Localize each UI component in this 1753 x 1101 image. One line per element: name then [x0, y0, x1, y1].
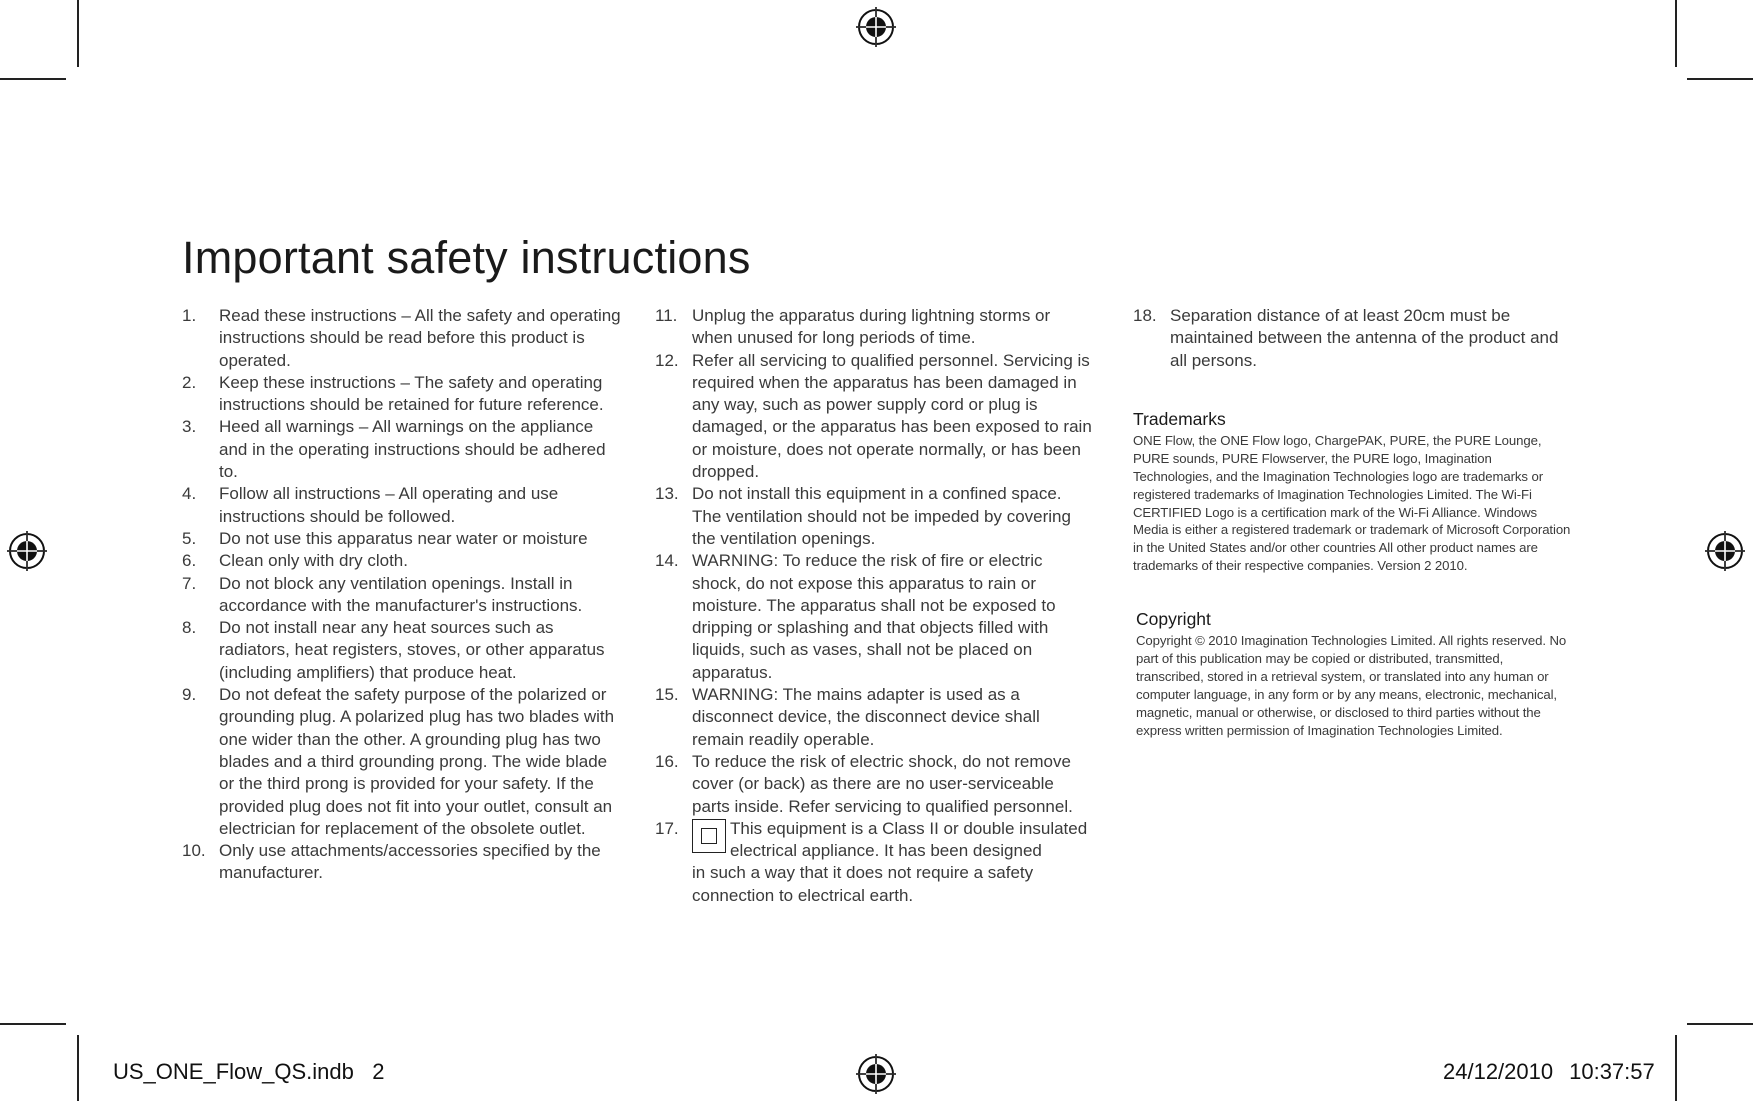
instruction-item — [182, 617, 622, 684]
item-text: Only use attachments/accessories specified by the manufacturer. — [219, 841, 601, 883]
instruction-item — [655, 350, 1095, 484]
item-number: 9. — [182, 685, 197, 705]
trademarks-section — [1133, 409, 1573, 575]
instruction-item — [182, 305, 622, 372]
item-text: Keep these instructions – The safety and operating instructions should be retained for future reference. — [219, 372, 604, 415]
instruction-item — [655, 305, 1095, 350]
footer-time: 10:37:57 — [1569, 1059, 1655, 1084]
item-text: Follow all instructions – All operating and use instructions should be followed. — [219, 484, 559, 526]
instruction-item — [655, 483, 1095, 550]
item-text: Do not block any ventilation openings. Install in accordance with the manufacturer's instructions. — [219, 573, 583, 615]
item-text: To reduce the risk of electric shock, do not remove cover (or back) as there are no user-serviceable parts inside. Refer servicing to qualified personnel. — [692, 751, 1073, 816]
registration-mark-icon — [856, 7, 896, 47]
item-number: 17. — [655, 818, 679, 838]
instruction-item — [182, 573, 622, 618]
registration-mark-icon — [7, 531, 47, 571]
item-text: Refer all servicing to qualified personnel. Servicing is required when the apparatus has been damaged in any way, such as power supply cord or plug is damaged, or the apparatus has been exposed to rain or moisture, does not operate normally, or has been dropped. — [692, 350, 1092, 482]
item-text: Do not install this equipment in a confined space. The ventilation should not be impeded by covering the ventilation openings. — [692, 484, 1071, 548]
instruction-list — [182, 305, 622, 885]
item-number: 11. — [655, 306, 678, 325]
item-number: 8. — [182, 618, 197, 638]
instruction-item — [655, 818, 1095, 907]
instruction-item — [1133, 305, 1573, 372]
item-number: 16. — [655, 751, 679, 771]
item-number: 3. — [182, 417, 197, 437]
trademarks-text: ONE Flow, the ONE Flow logo, ChargePAK, PURE, the PURE Lounge, PURE sounds, PURE Flowserver, the PURE logo, Imagination Technologies, and the Imagination Technologies logo are trademarks or registered trademarks of Imagination Technologies Limited. The Wi-Fi CERTIFIED Logo is a certification mark of the Wi-Fi Alliance. Windows Media is either a registered trademark or trademark of Microsoft Corporation in the United States and/or other countries All other product names are trademarks of their respective companies. Version 2 2010. — [1133, 432, 1571, 574]
item-number: 14. — [655, 551, 679, 571]
crop-mark — [1687, 78, 1753, 80]
item-number: 15. — [655, 685, 679, 705]
item-number: 12. — [655, 350, 679, 370]
item-text: Do not defeat the safety purpose of the polarized or grounding plug. A polarized plug has two blades with one wider than the other. A grounding plug has two blades and a third grounding prong. The wide blade or the third prong is provided for your safety. If the provided plug does not fit into your outlet, consult an electrician for replacement of the obsolete outlet. — [219, 685, 615, 838]
instruction-item — [655, 550, 1095, 684]
crop-mark — [1675, 1035, 1677, 1101]
copyright-text: Copyright © 2010 Imagination Technologies Limited. All rights reserved. No part of this publication may be copied or distributed, transmitted, transcribed, stored in a retrieval system, or translated into any human or computer language, in any form or by any means, electronic, mechanical, magnetic, manual or otherwise, or disclosed to third parties without the express written permission of Imagination Technologies Limited. — [1136, 633, 1567, 738]
crop-mark — [1687, 1023, 1753, 1025]
footer-filename — [113, 1059, 384, 1085]
registration-mark-icon — [856, 1054, 896, 1094]
item-text: Do not install near any heat sources such as radiators, heat registers, stoves, or other apparatus (including amplifiers) that produce heat. — [219, 618, 605, 682]
item-text: WARNING: The mains adapter is used as a disconnect device, the disconnect device shall remain readily operable. — [692, 685, 1040, 749]
crop-mark — [0, 78, 66, 80]
instructions-column-2 — [655, 305, 1095, 907]
instruction-item — [655, 751, 1095, 818]
item-text: Heed all warnings – All warnings on the appliance and in the operating instructions should be adhered to. — [219, 417, 606, 482]
item-text: WARNING: To reduce the risk of fire or electric shock, do not expose this apparatus to rain or moisture. The apparatus shall not be exposed to dripping or splashing and that objects filled with liquids, such as vases, shall not be placed on apparatus. — [692, 551, 1056, 682]
item-text: Separation distance of at least 20cm must be maintained between the antenna of the product and all persons. — [1170, 306, 1559, 370]
footer-timestamp — [1443, 1059, 1655, 1085]
instruction-item — [655, 684, 1095, 751]
instructions-column-3 — [1133, 305, 1573, 740]
class-ii-statement — [692, 818, 1095, 863]
item-number: 6. — [182, 551, 197, 571]
item-number: 4. — [182, 484, 197, 504]
crop-mark — [77, 0, 79, 67]
item-text: This equipment is a Class II or double insulated electrical appliance. It has been designed — [730, 818, 1088, 861]
instruction-item — [182, 840, 622, 885]
item-text: Read these instructions – All the safety and operating instructions should be read before this product is operated. — [219, 306, 621, 370]
item-text: Do not use this apparatus near water or moisture — [219, 528, 588, 548]
copyright-section — [1136, 609, 1573, 739]
crop-mark — [1675, 0, 1677, 67]
item-text: Clean only with dry cloth. — [219, 551, 408, 571]
instruction-list — [1133, 305, 1573, 372]
item-number: 2. — [182, 372, 197, 392]
page-title: Important safety instructions — [182, 232, 751, 283]
footer-date: 24/12/2010 — [1443, 1059, 1554, 1084]
instruction-list — [655, 305, 1095, 907]
registration-mark-icon — [1705, 531, 1745, 571]
instruction-item — [182, 550, 622, 572]
instruction-item — [182, 483, 622, 528]
crop-mark — [77, 1035, 79, 1101]
instruction-item — [182, 684, 622, 840]
instruction-item — [182, 372, 622, 417]
item-number: 18. — [1133, 306, 1157, 325]
trademarks-heading: Trademarks — [1133, 408, 1226, 429]
item-number: 5. — [182, 528, 197, 548]
item-number: 7. — [182, 573, 197, 593]
copyright-heading: Copyright — [1136, 609, 1211, 630]
instructions-column-1 — [182, 305, 622, 885]
item-number: 13. — [655, 484, 679, 504]
file-label: US_ONE_Flow_QS.indb 2 — [113, 1059, 385, 1084]
instruction-item — [182, 528, 622, 550]
item-text-continued: in such a way that it does not require a safety connection to electrical earth. — [692, 863, 1034, 905]
instruction-item — [182, 416, 622, 483]
item-number: 10. — [182, 841, 206, 861]
crop-mark — [0, 1023, 66, 1025]
item-text: Unplug the apparatus during lightning storms or when unused for long periods of time. — [692, 306, 1051, 348]
class-ii-double-insulation-icon — [692, 819, 726, 853]
item-number: 1. — [182, 306, 197, 325]
